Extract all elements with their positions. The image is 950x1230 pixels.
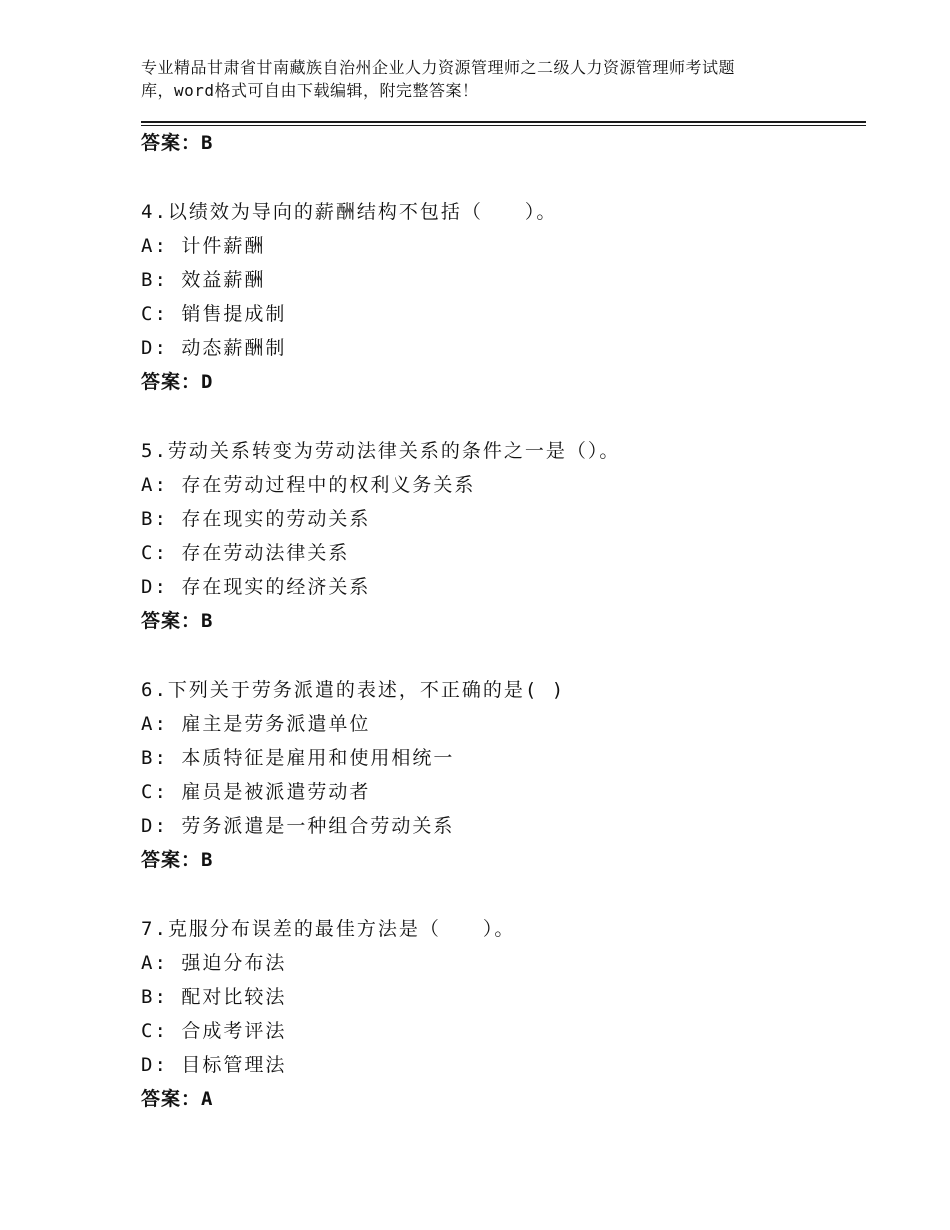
question-6-option-d: D: 劳务派遣是一种组合劳动关系 xyxy=(141,815,455,837)
question-4-answer: 答案：D xyxy=(141,371,214,393)
header-line-2: 库，word格式可自由下载编辑，附完整答案！ xyxy=(141,81,479,100)
question-7-option-b: B: 配对比较法 xyxy=(141,986,287,1008)
question-7-option-c: C: 合成考评法 xyxy=(141,1020,287,1042)
question-4-option-d: D: 动态薪酬制 xyxy=(141,337,287,359)
question-7-option-d: D: 目标管理法 xyxy=(141,1054,287,1076)
question-4-option-b: B: 效益薪酬 xyxy=(141,269,266,291)
question-5-option-d: D: 存在现实的经济关系 xyxy=(141,576,371,598)
question-6-stem: 6.下列关于劳务派遣的表述，不正确的是( ) xyxy=(141,679,566,701)
question-6-option-a: A: 雇主是劳务派遣单位 xyxy=(141,713,371,735)
question-7-option-a: A: 强迫分布法 xyxy=(141,952,287,974)
question-7-stem: 7.克服分布误差的最佳方法是（ ）。 xyxy=(141,918,516,940)
page-header xyxy=(141,56,831,102)
question-4-stem: 4.以绩效为导向的薪酬结构不包括（ ）。 xyxy=(141,201,558,223)
question-5-option-a: A: 存在劳动过程中的权利义务关系 xyxy=(141,474,476,496)
question-5-stem: 5.劳动关系转变为劳动法律关系的条件之一是（）。 xyxy=(141,440,621,462)
question-5-option-c: C: 存在劳动法律关系 xyxy=(141,542,350,564)
question-6-option-c: C: 雇员是被派遣劳动者 xyxy=(141,781,371,803)
question-6-option-b: B: 本质特征是雇用和使用相统一 xyxy=(141,747,455,769)
header-divider xyxy=(141,121,866,123)
header-line-1: 专业精品甘肃省甘南藏族自治州企业人力资源管理师之二级人力资源管理师考试题 xyxy=(141,58,736,77)
question-4-option-a: A: 计件薪酬 xyxy=(141,235,266,257)
question-5-answer: 答案：B xyxy=(141,610,214,632)
answer-prev: 答案：B xyxy=(141,132,214,154)
question-4-option-c: C: 销售提成制 xyxy=(141,303,287,325)
question-5-option-b: B: 存在现实的劳动关系 xyxy=(141,508,371,530)
question-7-answer: 答案：A xyxy=(141,1088,214,1110)
question-6-answer: 答案：B xyxy=(141,849,214,871)
header-divider-thin xyxy=(141,125,866,126)
